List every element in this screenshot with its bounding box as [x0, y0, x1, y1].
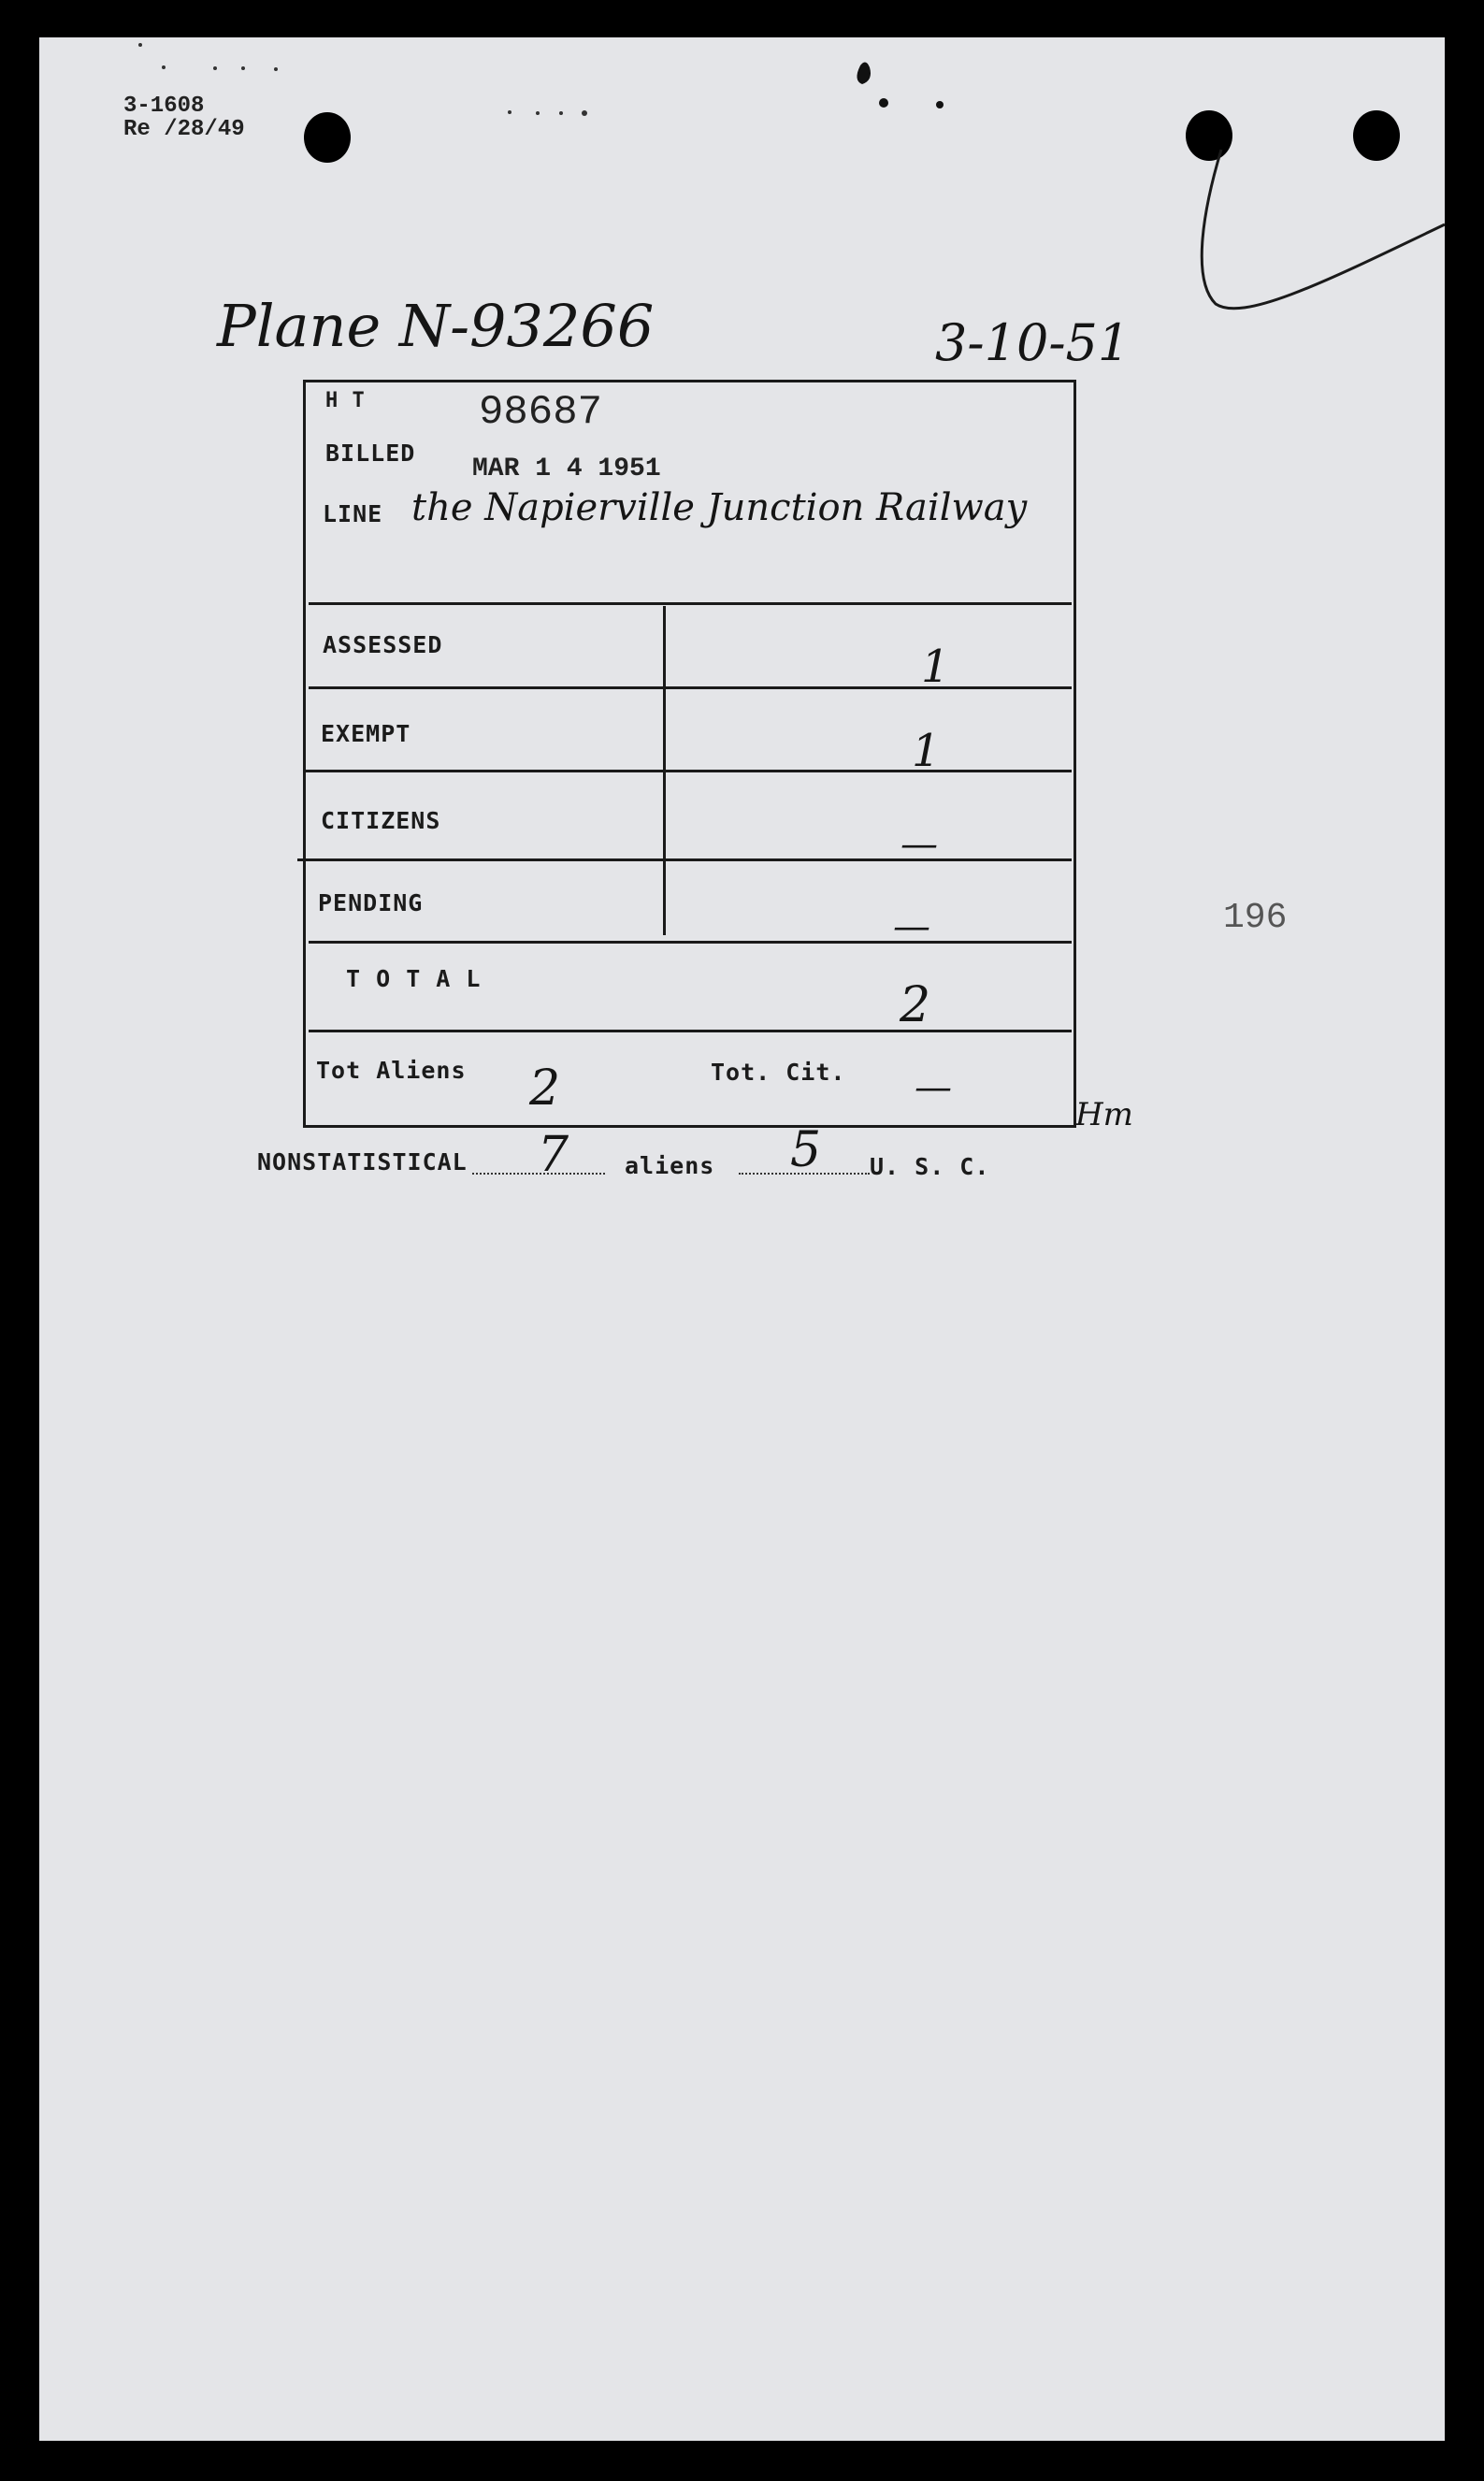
nonstatistical-usc-label: U. S. C.: [870, 1153, 990, 1180]
header-date: 3-10-51: [935, 313, 1131, 372]
nonstatistical-label: NONSTATISTICAL: [257, 1148, 468, 1176]
row-value-citizens: —: [900, 823, 938, 866]
table-rule-top: [309, 602, 1072, 605]
billed-label: BILLED: [325, 440, 416, 467]
table-rule-pending: [309, 941, 1072, 944]
tot-cit-value: —: [915, 1066, 952, 1109]
ht-label: H T: [325, 389, 366, 412]
row-label-exempt: EXEMPT: [321, 720, 411, 747]
form-border-top: [303, 380, 1076, 382]
nonstatistical-usc-value: 5: [790, 1122, 822, 1178]
row-label-pending: PENDING: [318, 889, 424, 916]
page-number: 196: [1223, 898, 1288, 938]
row-value-assessed: 1: [921, 641, 950, 693]
plane-number: Plane N-93266: [217, 292, 655, 360]
row-label-citizens: CITIZENS: [321, 807, 441, 834]
tot-cit-label: Tot. Cit.: [711, 1059, 846, 1086]
billed-date: MAR 1 4 1951: [472, 454, 661, 483]
row-label-assessed: ASSESSED: [323, 631, 443, 658]
form-revision: Re /28/49: [123, 117, 245, 142]
total-value: 2: [900, 977, 931, 1033]
form-number: 3-1608: [123, 94, 205, 119]
form-border-bottom: [303, 1125, 1076, 1128]
nonstatistical-aliens-label: aliens: [625, 1152, 715, 1179]
form-border-right: [1073, 382, 1076, 1126]
line-value: the Napierville Junction Railway: [411, 486, 1028, 529]
initials: Hm: [1075, 1096, 1133, 1133]
row-value-pending: —: [893, 905, 930, 948]
table-rule-total: [309, 1030, 1072, 1032]
table-rule-citizens: [297, 858, 1072, 861]
tot-aliens-label: Tot Aliens: [316, 1057, 467, 1084]
table-column-divider: [663, 606, 666, 935]
form-border-left: [303, 382, 306, 1126]
total-label: T O T A L: [346, 965, 482, 992]
ht-number: 98687: [479, 389, 603, 436]
line-label: LINE: [323, 500, 383, 527]
nonstatistical-aliens-value: 7: [538, 1127, 569, 1183]
tot-aliens-value: 2: [529, 1060, 561, 1117]
row-value-exempt: 1: [912, 725, 941, 777]
table-rule-assessed: [309, 686, 1072, 689]
document-sheet: [39, 37, 1445, 2441]
table-rule-exempt: [303, 770, 1072, 772]
